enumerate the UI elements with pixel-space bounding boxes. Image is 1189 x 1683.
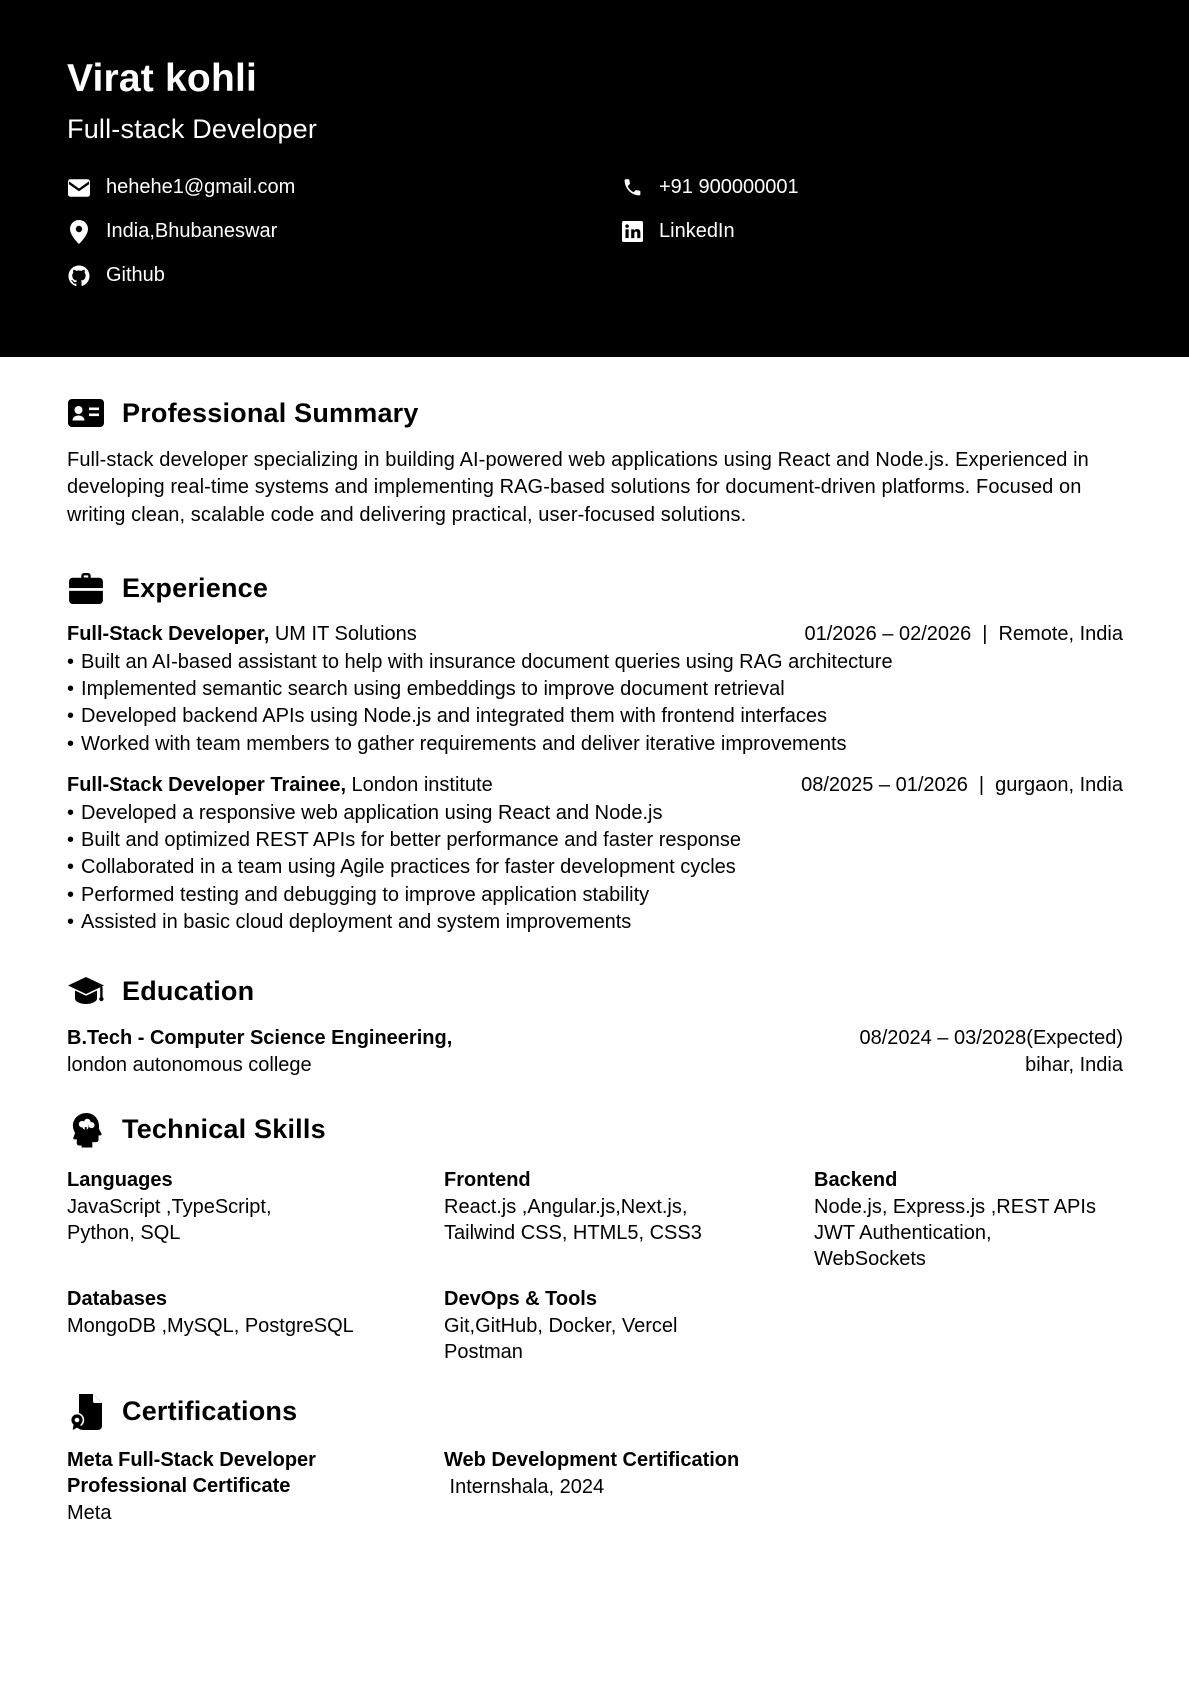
job-meta (804, 621, 1123, 648)
education-right (859, 1025, 1123, 1079)
head-brain-icon (67, 1111, 105, 1149)
skill-group-backend (814, 1167, 1123, 1272)
graduation-cap-icon (67, 973, 105, 1011)
job-entry (67, 621, 1123, 758)
contact-location (67, 220, 620, 244)
resume-header (0, 0, 1189, 357)
education-dates: 08/2024 – 03/2028(Expected) (859, 1026, 1123, 1049)
bullet-marker: • (67, 678, 75, 701)
job-bullets (67, 649, 1123, 759)
section-skills (67, 1111, 1123, 1365)
bullet-item (67, 649, 1123, 676)
skill-group-languages (67, 1167, 444, 1272)
envelope-icon (67, 176, 91, 200)
skill-line: JavaScript ,TypeScript, (67, 1195, 272, 1218)
contact-list (67, 175, 1123, 289)
certifications-heading-label: Certifications (122, 1396, 298, 1427)
skill-line: Postman (444, 1340, 523, 1363)
certification-issuer: Meta (67, 1501, 112, 1524)
linkedin-text[interactable]: LinkedIn (659, 220, 735, 243)
certification-title: Meta Full-Stack Developer Professional Certificate (67, 1448, 316, 1497)
section-experience (67, 569, 1123, 936)
education-entry (67, 1025, 1123, 1079)
person-name: Virat kohli (67, 57, 258, 100)
job-bullets (67, 800, 1123, 937)
bullet-text: Collaborated in a team using Agile practices for faster development cycles (81, 856, 736, 879)
bullet-text: Performed testing and debugging to improve application stability (81, 883, 650, 906)
bullet-item (67, 731, 1123, 758)
skill-group-label: DevOps & Tools (444, 1287, 597, 1310)
bullet-item (67, 676, 1123, 703)
id-card-icon (67, 394, 105, 432)
person-job-title: Full-stack Developer (67, 113, 318, 144)
github-icon (67, 264, 91, 288)
github-text[interactable]: Github (106, 264, 165, 287)
bullet-item (67, 882, 1123, 909)
skill-line: Tailwind CSS, HTML5, CSS3 (444, 1221, 702, 1244)
bullet-marker: • (67, 705, 75, 728)
certification-item (444, 1447, 1123, 1526)
certificate-file-icon (67, 1393, 105, 1431)
bullet-marker: • (67, 801, 75, 824)
job-title: Full-Stack Developer, (67, 623, 270, 646)
job-title-row (67, 772, 1123, 799)
job-location: gurgaon, India (995, 774, 1123, 797)
contact-github (67, 264, 620, 288)
bullet-marker: • (67, 911, 75, 934)
meta-separator: | (978, 774, 985, 797)
education-heading (67, 973, 1123, 1011)
linkedin-icon (620, 220, 644, 244)
skill-group-label: Backend (814, 1168, 898, 1191)
job-location: Remote, India (998, 623, 1123, 646)
contact-linkedin (620, 220, 1123, 244)
skill-line: React.js ,Angular.js,Next.js, (444, 1195, 688, 1218)
bullet-text: Built and optimized REST APIs for better performance and faster response (81, 829, 741, 852)
certification-title: Web Development Certification (444, 1448, 740, 1471)
bullet-marker: • (67, 883, 75, 906)
bullet-marker: • (67, 732, 75, 755)
bullet-item (67, 800, 1123, 827)
skill-group-label: Databases (67, 1287, 168, 1310)
job-company: London institute (346, 774, 493, 797)
job-meta (801, 772, 1123, 799)
skills-grid (67, 1167, 1123, 1365)
skill-line: JWT Authentication, (814, 1221, 992, 1244)
skill-group-label: Languages (67, 1168, 173, 1191)
job-title-row (67, 621, 1123, 648)
skill-group-databases (67, 1286, 444, 1365)
bullet-item (67, 909, 1123, 936)
job-dates: 08/2025 – 01/2026 (801, 774, 968, 797)
skill-line: MongoDB ,MySQL, PostgreSQL (67, 1314, 354, 1337)
bullet-text: Developed a responsive web application using React and Node.js (81, 801, 663, 824)
bullet-marker: • (67, 829, 75, 852)
bullet-text: Developed backend APIs using Node.js and integrated them with frontend interfaces (81, 705, 828, 728)
skill-line: WebSockets (814, 1247, 926, 1270)
job-title-company (67, 621, 417, 648)
email-text[interactable]: hehehe1@gmail.com (106, 176, 296, 199)
experience-heading (67, 569, 1123, 607)
location-text: India,Bhubaneswar (106, 220, 278, 243)
skill-line: Node.js, Express.js ,REST APIs (814, 1195, 1096, 1218)
bullet-marker: • (67, 650, 75, 673)
job-company: UM IT Solutions (269, 623, 417, 646)
education-degree: B.Tech - Computer Science Engineering, (67, 1026, 453, 1049)
job-entry (67, 772, 1123, 936)
resume-body (0, 394, 1189, 1526)
section-certifications (67, 1393, 1123, 1526)
skill-group-devops (444, 1286, 814, 1365)
certification-item (67, 1447, 444, 1526)
job-dates: 01/2026 – 02/2026 (804, 623, 972, 646)
section-education (67, 973, 1123, 1079)
skill-group-frontend (444, 1167, 814, 1272)
summary-heading-label: Professional Summary (122, 397, 419, 428)
skill-group-label: Frontend (444, 1168, 531, 1191)
bullet-item (67, 827, 1123, 854)
job-title: Full-Stack Developer Trainee, (67, 774, 346, 797)
bullet-text: Assisted in basic cloud deployment and system improvements (81, 911, 632, 934)
bullet-item (67, 854, 1123, 881)
phone-text: +91 900000001 (659, 176, 799, 199)
bullet-text: Worked with team members to gather requirements and deliver iterative improvements (81, 732, 847, 755)
skills-heading (67, 1111, 1123, 1149)
phone-icon (620, 176, 644, 200)
certifications-grid (67, 1447, 1123, 1526)
certifications-heading (67, 1393, 1123, 1431)
education-school: london autonomous college (67, 1053, 312, 1076)
summary-heading (67, 394, 1123, 432)
experience-heading-label: Experience (122, 572, 269, 603)
education-location: bihar, India (1025, 1053, 1123, 1076)
skill-line: Python, SQL (67, 1221, 181, 1244)
education-heading-label: Education (122, 976, 255, 1007)
certification-issuer: Internshala, 2024 (444, 1475, 605, 1498)
map-pin-icon (67, 220, 91, 244)
contact-email (67, 176, 620, 200)
skills-heading-label: Technical Skills (122, 1114, 326, 1145)
job-title-company (67, 772, 493, 799)
education-left (67, 1025, 452, 1079)
skill-line: Git,GitHub, Docker, Vercel (444, 1314, 678, 1337)
briefcase-icon (67, 569, 105, 607)
summary-text: Full-stack developer specializing in building AI-powered web applications using React and Node.js. Experienced in developing real-time systems and implementing RAG-based solutions for document-driven platforms. Focused on writing clean, scalable code and delivering practical, user-focused solutions. (67, 449, 1089, 526)
bullet-text: Implemented semantic search using embeddings to improve document retrieval (81, 678, 785, 701)
bullet-marker: • (67, 856, 75, 879)
bullet-item (67, 703, 1123, 730)
meta-separator: | (982, 623, 988, 646)
section-summary (67, 394, 1123, 529)
contact-phone (620, 176, 1123, 200)
bullet-text: Built an AI-based assistant to help with insurance document queries using RAG architecture (81, 650, 893, 673)
